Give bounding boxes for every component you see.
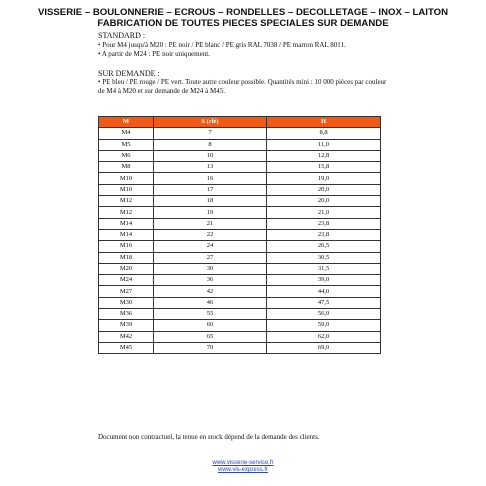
table-body — [99, 128, 381, 354]
cell-m: M30 — [99, 297, 154, 308]
cell-m: M12 — [99, 196, 154, 207]
standard-bullet-2: • A partir de M24 : PE noir uniquement. — [98, 50, 210, 58]
cell-h: 62,0 — [267, 331, 381, 342]
cell-m: M45 — [99, 342, 154, 353]
table-row — [99, 162, 381, 173]
cell-s-cle: 13 — [154, 162, 267, 173]
cell-h: 21,0 — [267, 207, 381, 218]
cell-s-cle: 70 — [154, 342, 267, 353]
cell-h: 11,0 — [267, 139, 381, 150]
cell-s-cle: 46 — [154, 297, 267, 308]
cell-h: 30,5 — [267, 252, 381, 263]
table-row — [99, 297, 381, 308]
cell-h: 39,0 — [267, 275, 381, 286]
cell-m: M39 — [99, 320, 154, 331]
table-row — [99, 128, 381, 139]
cell-m: M8 — [99, 162, 154, 173]
cell-m: M24 — [99, 275, 154, 286]
cell-h: 31,5 — [267, 263, 381, 274]
table-row — [99, 342, 381, 353]
cell-s-cle: 30 — [154, 263, 267, 274]
cell-h: 56,0 — [267, 309, 381, 320]
table-row — [99, 150, 381, 161]
table-header-row — [99, 117, 381, 128]
header-title-line1: VISSERIE – BOULONNERIE – ECROUS – RONDELLES – DECOLLETAGE – INOX – LAITON — [37, 7, 449, 18]
cell-m: M5 — [99, 139, 154, 150]
sur-demande-heading: SUR DEMANDE : — [98, 69, 160, 78]
disclaimer-text: Document non contractuel, la tenue en stock dépend de la demande des clients. — [98, 433, 320, 441]
cell-h: 59,0 — [267, 320, 381, 331]
table-row — [99, 218, 381, 229]
cell-s-cle: 18 — [154, 196, 267, 207]
cell-h: 44,0 — [267, 286, 381, 297]
cell-m: M20 — [99, 263, 154, 274]
cell-h: 12,8 — [267, 150, 381, 161]
table-row — [99, 275, 381, 286]
cell-s-cle: 16 — [154, 173, 267, 184]
standard-bullet-1: • Pour M4 jusqu'à M20 : PE noir / PE blanc / PE gris RAL 7038 / PE marron RAL 8011. — [98, 41, 346, 49]
table-row — [99, 320, 381, 331]
table-row — [99, 286, 381, 297]
cell-h: 15,8 — [267, 162, 381, 173]
table-row — [99, 229, 381, 240]
table-row — [99, 309, 381, 320]
header-title-line2: FABRICATION DE TOUTES PIECES SPECIALES SUR DEMANDE — [97, 18, 389, 29]
cell-m: M12 — [99, 207, 154, 218]
cell-m: M14 — [99, 229, 154, 240]
table-row — [99, 173, 381, 184]
cell-h: 23,8 — [267, 229, 381, 240]
cell-m: M18 — [99, 252, 154, 263]
cell-s-cle: 55 — [154, 309, 267, 320]
cell-s-cle: 24 — [154, 241, 267, 252]
table-row — [99, 241, 381, 252]
cell-h: 47,5 — [267, 297, 381, 308]
cell-h: 26,5 — [267, 241, 381, 252]
cell-s-cle: 21 — [154, 218, 267, 229]
cell-h: 20,0 — [267, 196, 381, 207]
website-link-visserie-service[interactable]: www.visserie-service.fr — [212, 460, 274, 466]
table-row — [99, 196, 381, 207]
cell-s-cle: 17 — [154, 184, 267, 195]
cell-m: M16 — [99, 241, 154, 252]
table-row — [99, 207, 381, 218]
cell-m: M10 — [99, 173, 154, 184]
cell-m: M14 — [99, 218, 154, 229]
cell-s-cle: 19 — [154, 207, 267, 218]
cell-h: 23,8 — [267, 218, 381, 229]
cell-h: 19,0 — [267, 173, 381, 184]
cell-s-cle: 65 — [154, 331, 267, 342]
table-row — [99, 263, 381, 274]
cell-s-cle: 7 — [154, 128, 267, 139]
table-row — [99, 184, 381, 195]
cell-s-cle: 8 — [154, 139, 267, 150]
cell-m: M36 — [99, 309, 154, 320]
table-row — [99, 331, 381, 342]
cell-m: M27 — [99, 286, 154, 297]
cell-m: M6 — [99, 150, 154, 161]
dimensions-table — [98, 116, 381, 354]
column-header-s-cle: S (clé) — [154, 117, 267, 128]
cell-s-cle: 36 — [154, 275, 267, 286]
cell-s-cle: 22 — [154, 229, 267, 240]
standard-heading: STANDARD : — [98, 31, 146, 40]
website-link-vis-express[interactable]: www.vis-express.fr — [217, 467, 268, 473]
table-row — [99, 252, 381, 263]
cell-m: M42 — [99, 331, 154, 342]
cell-s-cle: 60 — [154, 320, 267, 331]
document-header — [0, 7, 486, 29]
cell-h: 8,8 — [267, 128, 381, 139]
cell-m: M4 — [99, 128, 154, 139]
sur-demande-text: • PE bleu / PE rouge / PE vert. Toute autre couleur possible. Quantités mini : 10 000 pièces par couleur de M4 à M20 et sur demande de M24 à M45. — [98, 78, 387, 95]
cell-h: 69,0 — [267, 342, 381, 353]
cell-h: 20,0 — [267, 184, 381, 195]
cell-m: M10 — [99, 184, 154, 195]
column-header-m: M — [99, 117, 154, 128]
cell-s-cle: 42 — [154, 286, 267, 297]
cell-s-cle: 27 — [154, 252, 267, 263]
table-row — [99, 139, 381, 150]
cell-s-cle: 10 — [154, 150, 267, 161]
column-header-h: H — [267, 117, 381, 128]
